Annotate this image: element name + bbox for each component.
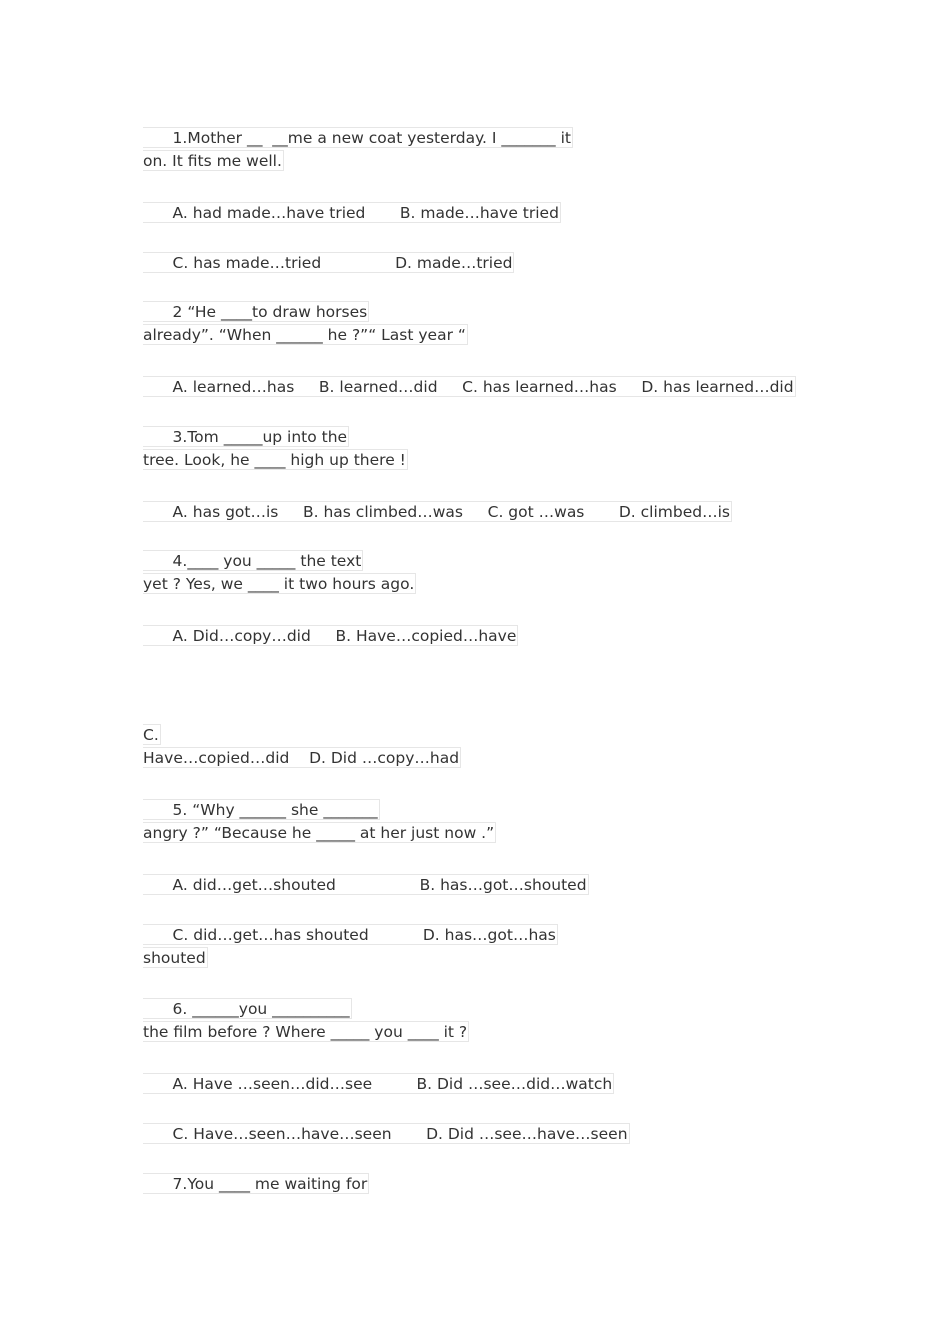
question-6-options-ab: A. Have …seen…did…see B. Did …see…did…watch [143,1075,613,1093]
question-2-line-1: 2 “He ____to draw horses [143,303,368,321]
question-6-line-2: the film before ? Where _____ you ____ it ? [143,1023,468,1041]
question-6-options-cd: C. Have…seen…have…seen D. Did …see…have…seen [143,1125,628,1143]
question-5-options-cd-wrap: shouted [143,949,206,967]
question-7-line-1: 7.You ____ me waiting for [143,1175,368,1193]
question-3-options: A. has got…is B. has climbed…was C. got …was D. climbed…is [143,503,730,521]
question-4-line-1: 4.____ you _____ the text [143,552,362,570]
question-5-line-1: 5. “Why ______ she _______ [143,801,378,819]
question-4-option-c-label: C. [143,726,159,744]
question-4-options-cd: Have…copied…did D. Did …copy…had [143,749,460,767]
question-1-options-ab: A. had made…have tried B. made…have tried [143,204,559,222]
question-3-line-2: tree. Look, he ____ high up there ! [143,451,406,469]
question-2-options: A. learned…has B. learned…did C. has learned…has D. has learned…did [143,378,794,396]
question-6-line-1: 6. ______you __________ [143,1000,350,1018]
question-5-options-ab: A. did…get…shouted B. has…got…shouted [143,876,587,894]
question-4-options-ab: A. Did…copy…did B. Have…copied…have [143,627,517,645]
question-3-line-1: 3.Tom _____up into the [143,428,348,446]
question-1-line-1: 1.Mother __ __me a new coat yesterday. I _______ it [143,129,571,147]
question-5-options-cd: C. did…get…has shouted D. has…got…has [143,926,556,944]
question-5-line-2: angry ?” “Because he _____ at her just now .” [143,824,495,842]
question-2-line-2: already”. “When ______ he ?”“ Last year “ [143,326,466,344]
question-4-line-2: yet ? Yes, we ____ it two hours ago. [143,575,415,593]
question-1-line-2: on. It fits me well. [143,152,282,170]
question-1-options-cd: C. has made…tried D. made…tried [143,254,513,272]
